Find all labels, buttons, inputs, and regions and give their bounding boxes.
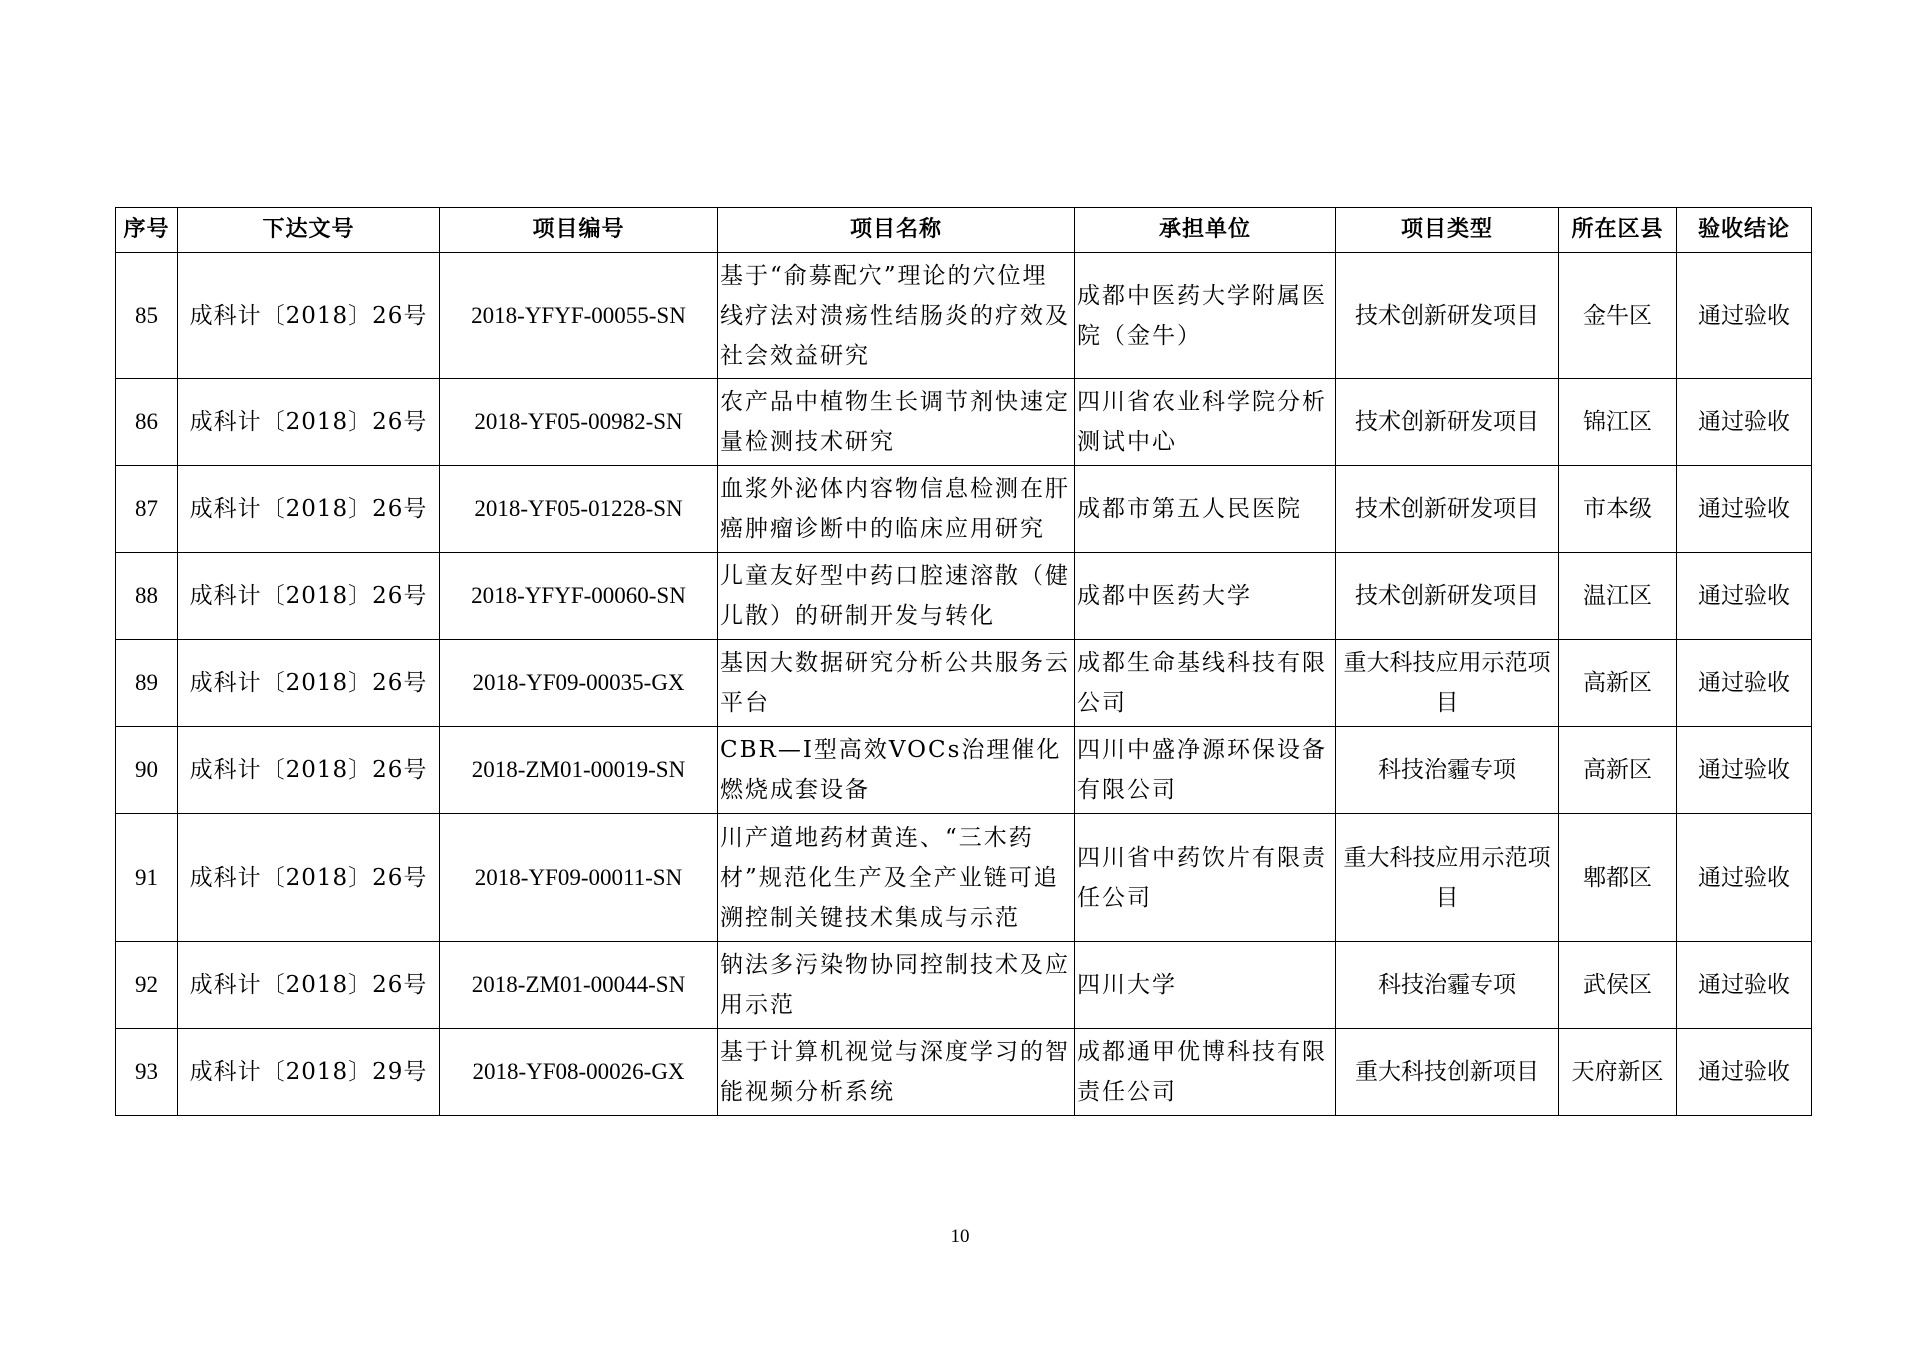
cell-seq: 93 (116, 1029, 178, 1116)
cell-doc-number: 成科计〔2018〕26号 (178, 253, 440, 379)
table-row (116, 814, 1812, 942)
cell-project-code: 2018-YF09-00035-GX (440, 640, 718, 727)
table-row (116, 379, 1812, 466)
cell-seq: 85 (116, 253, 178, 379)
cell-seq: 88 (116, 553, 178, 640)
cell-doc-number: 成科计〔2018〕26号 (178, 379, 440, 466)
header-project-code: 项目编号 (440, 208, 718, 253)
cell-district: 温江区 (1559, 553, 1677, 640)
cell-doc-number: 成科计〔2018〕26号 (178, 466, 440, 553)
table-row (116, 727, 1812, 814)
cell-project-name: 基于计算机视觉与深度学习的智能视频分析系统 (718, 1029, 1075, 1116)
cell-project-code: 2018-YF08-00026-GX (440, 1029, 718, 1116)
cell-doc-number: 成科计〔2018〕26号 (178, 727, 440, 814)
cell-project-name: 儿童友好型中药口腔速溶散（健儿散）的研制开发与转化 (718, 553, 1075, 640)
cell-unit: 四川省农业科学院分析测试中心 (1075, 379, 1336, 466)
header-project-type: 项目类型 (1336, 208, 1559, 253)
cell-project-name: 基于“俞募配穴”理论的穴位埋线疗法对溃疡性结肠炎的疗效及社会效益研究 (718, 253, 1075, 379)
cell-district: 金牛区 (1559, 253, 1677, 379)
page-number: 10 (950, 1226, 970, 1247)
cell-result: 通过验收 (1677, 253, 1812, 379)
cell-project-name: 血浆外泌体内容物信息检测在肝癌肿瘤诊断中的临床应用研究 (718, 466, 1075, 553)
cell-district: 高新区 (1559, 640, 1677, 727)
cell-project-type: 科技治霾专项 (1336, 942, 1559, 1029)
cell-project-type: 技术创新研发项目 (1336, 379, 1559, 466)
table-row (116, 1029, 1812, 1116)
cell-doc-number: 成科计〔2018〕26号 (178, 553, 440, 640)
cell-seq: 87 (116, 466, 178, 553)
cell-unit: 四川省中药饮片有限责任公司 (1075, 814, 1336, 942)
cell-project-type: 技术创新研发项目 (1336, 466, 1559, 553)
cell-result: 通过验收 (1677, 640, 1812, 727)
cell-project-name: CBR—I型高效VOCs治理催化燃烧成套设备 (718, 727, 1075, 814)
cell-doc-number: 成科计〔2018〕26号 (178, 942, 440, 1029)
cell-project-code: 2018-YF05-01228-SN (440, 466, 718, 553)
cell-result: 通过验收 (1677, 553, 1812, 640)
cell-project-name: 钠法多污染物协同控制技术及应用示范 (718, 942, 1075, 1029)
cell-project-code: 2018-YF09-00011-SN (440, 814, 718, 942)
cell-project-code: 2018-YFYF-00060-SN (440, 553, 718, 640)
results-table-container (115, 207, 1811, 1116)
cell-seq: 91 (116, 814, 178, 942)
cell-seq: 92 (116, 942, 178, 1029)
cell-project-type: 重大科技应用示范项目 (1336, 814, 1559, 942)
cell-project-type: 科技治霾专项 (1336, 727, 1559, 814)
cell-unit: 成都中医药大学 (1075, 553, 1336, 640)
cell-seq: 86 (116, 379, 178, 466)
cell-project-code: 2018-ZM01-00044-SN (440, 942, 718, 1029)
cell-result: 通过验收 (1677, 466, 1812, 553)
cell-seq: 89 (116, 640, 178, 727)
header-district: 所在区县 (1559, 208, 1677, 253)
cell-unit: 成都通甲优博科技有限责任公司 (1075, 1029, 1336, 1116)
cell-project-name: 川产道地药材黄连、“三木药材”规范化生产及全产业链可追溯控制关键技术集成与示范 (718, 814, 1075, 942)
header-project-name: 项目名称 (718, 208, 1075, 253)
cell-district: 武侯区 (1559, 942, 1677, 1029)
cell-result: 通过验收 (1677, 1029, 1812, 1116)
cell-result: 通过验收 (1677, 814, 1812, 942)
cell-unit: 四川大学 (1075, 942, 1336, 1029)
cell-doc-number: 成科计〔2018〕29号 (178, 1029, 440, 1116)
cell-project-type: 重大科技应用示范项目 (1336, 640, 1559, 727)
table-row (116, 553, 1812, 640)
cell-district: 高新区 (1559, 727, 1677, 814)
cell-unit: 成都市第五人民医院 (1075, 466, 1336, 553)
cell-district: 锦江区 (1559, 379, 1677, 466)
cell-project-code: 2018-ZM01-00019-SN (440, 727, 718, 814)
cell-project-code: 2018-YF05-00982-SN (440, 379, 718, 466)
cell-unit: 成都生命基线科技有限公司 (1075, 640, 1336, 727)
table-row (116, 253, 1812, 379)
table-header-row (116, 208, 1812, 253)
header-seq: 序号 (116, 208, 178, 253)
header-unit: 承担单位 (1075, 208, 1336, 253)
cell-project-name: 基因大数据研究分析公共服务云平台 (718, 640, 1075, 727)
cell-project-code: 2018-YFYF-00055-SN (440, 253, 718, 379)
table-row (116, 640, 1812, 727)
cell-result: 通过验收 (1677, 379, 1812, 466)
header-doc-number: 下达文号 (178, 208, 440, 253)
cell-doc-number: 成科计〔2018〕26号 (178, 640, 440, 727)
cell-unit: 成都中医药大学附属医院（金牛） (1075, 253, 1336, 379)
cell-project-type: 技术创新研发项目 (1336, 253, 1559, 379)
cell-district: 天府新区 (1559, 1029, 1677, 1116)
cell-seq: 90 (116, 727, 178, 814)
cell-doc-number: 成科计〔2018〕26号 (178, 814, 440, 942)
cell-district: 郫都区 (1559, 814, 1677, 942)
cell-unit: 四川中盛净源环保设备有限公司 (1075, 727, 1336, 814)
acceptance-results-table (115, 207, 1812, 1116)
cell-project-type: 技术创新研发项目 (1336, 553, 1559, 640)
table-row (116, 466, 1812, 553)
header-result: 验收结论 (1677, 208, 1812, 253)
cell-project-name: 农产品中植物生长调节剂快速定量检测技术研究 (718, 379, 1075, 466)
cell-project-type: 重大科技创新项目 (1336, 1029, 1559, 1116)
cell-result: 通过验收 (1677, 942, 1812, 1029)
table-row (116, 942, 1812, 1029)
cell-district: 市本级 (1559, 466, 1677, 553)
cell-result: 通过验收 (1677, 727, 1812, 814)
